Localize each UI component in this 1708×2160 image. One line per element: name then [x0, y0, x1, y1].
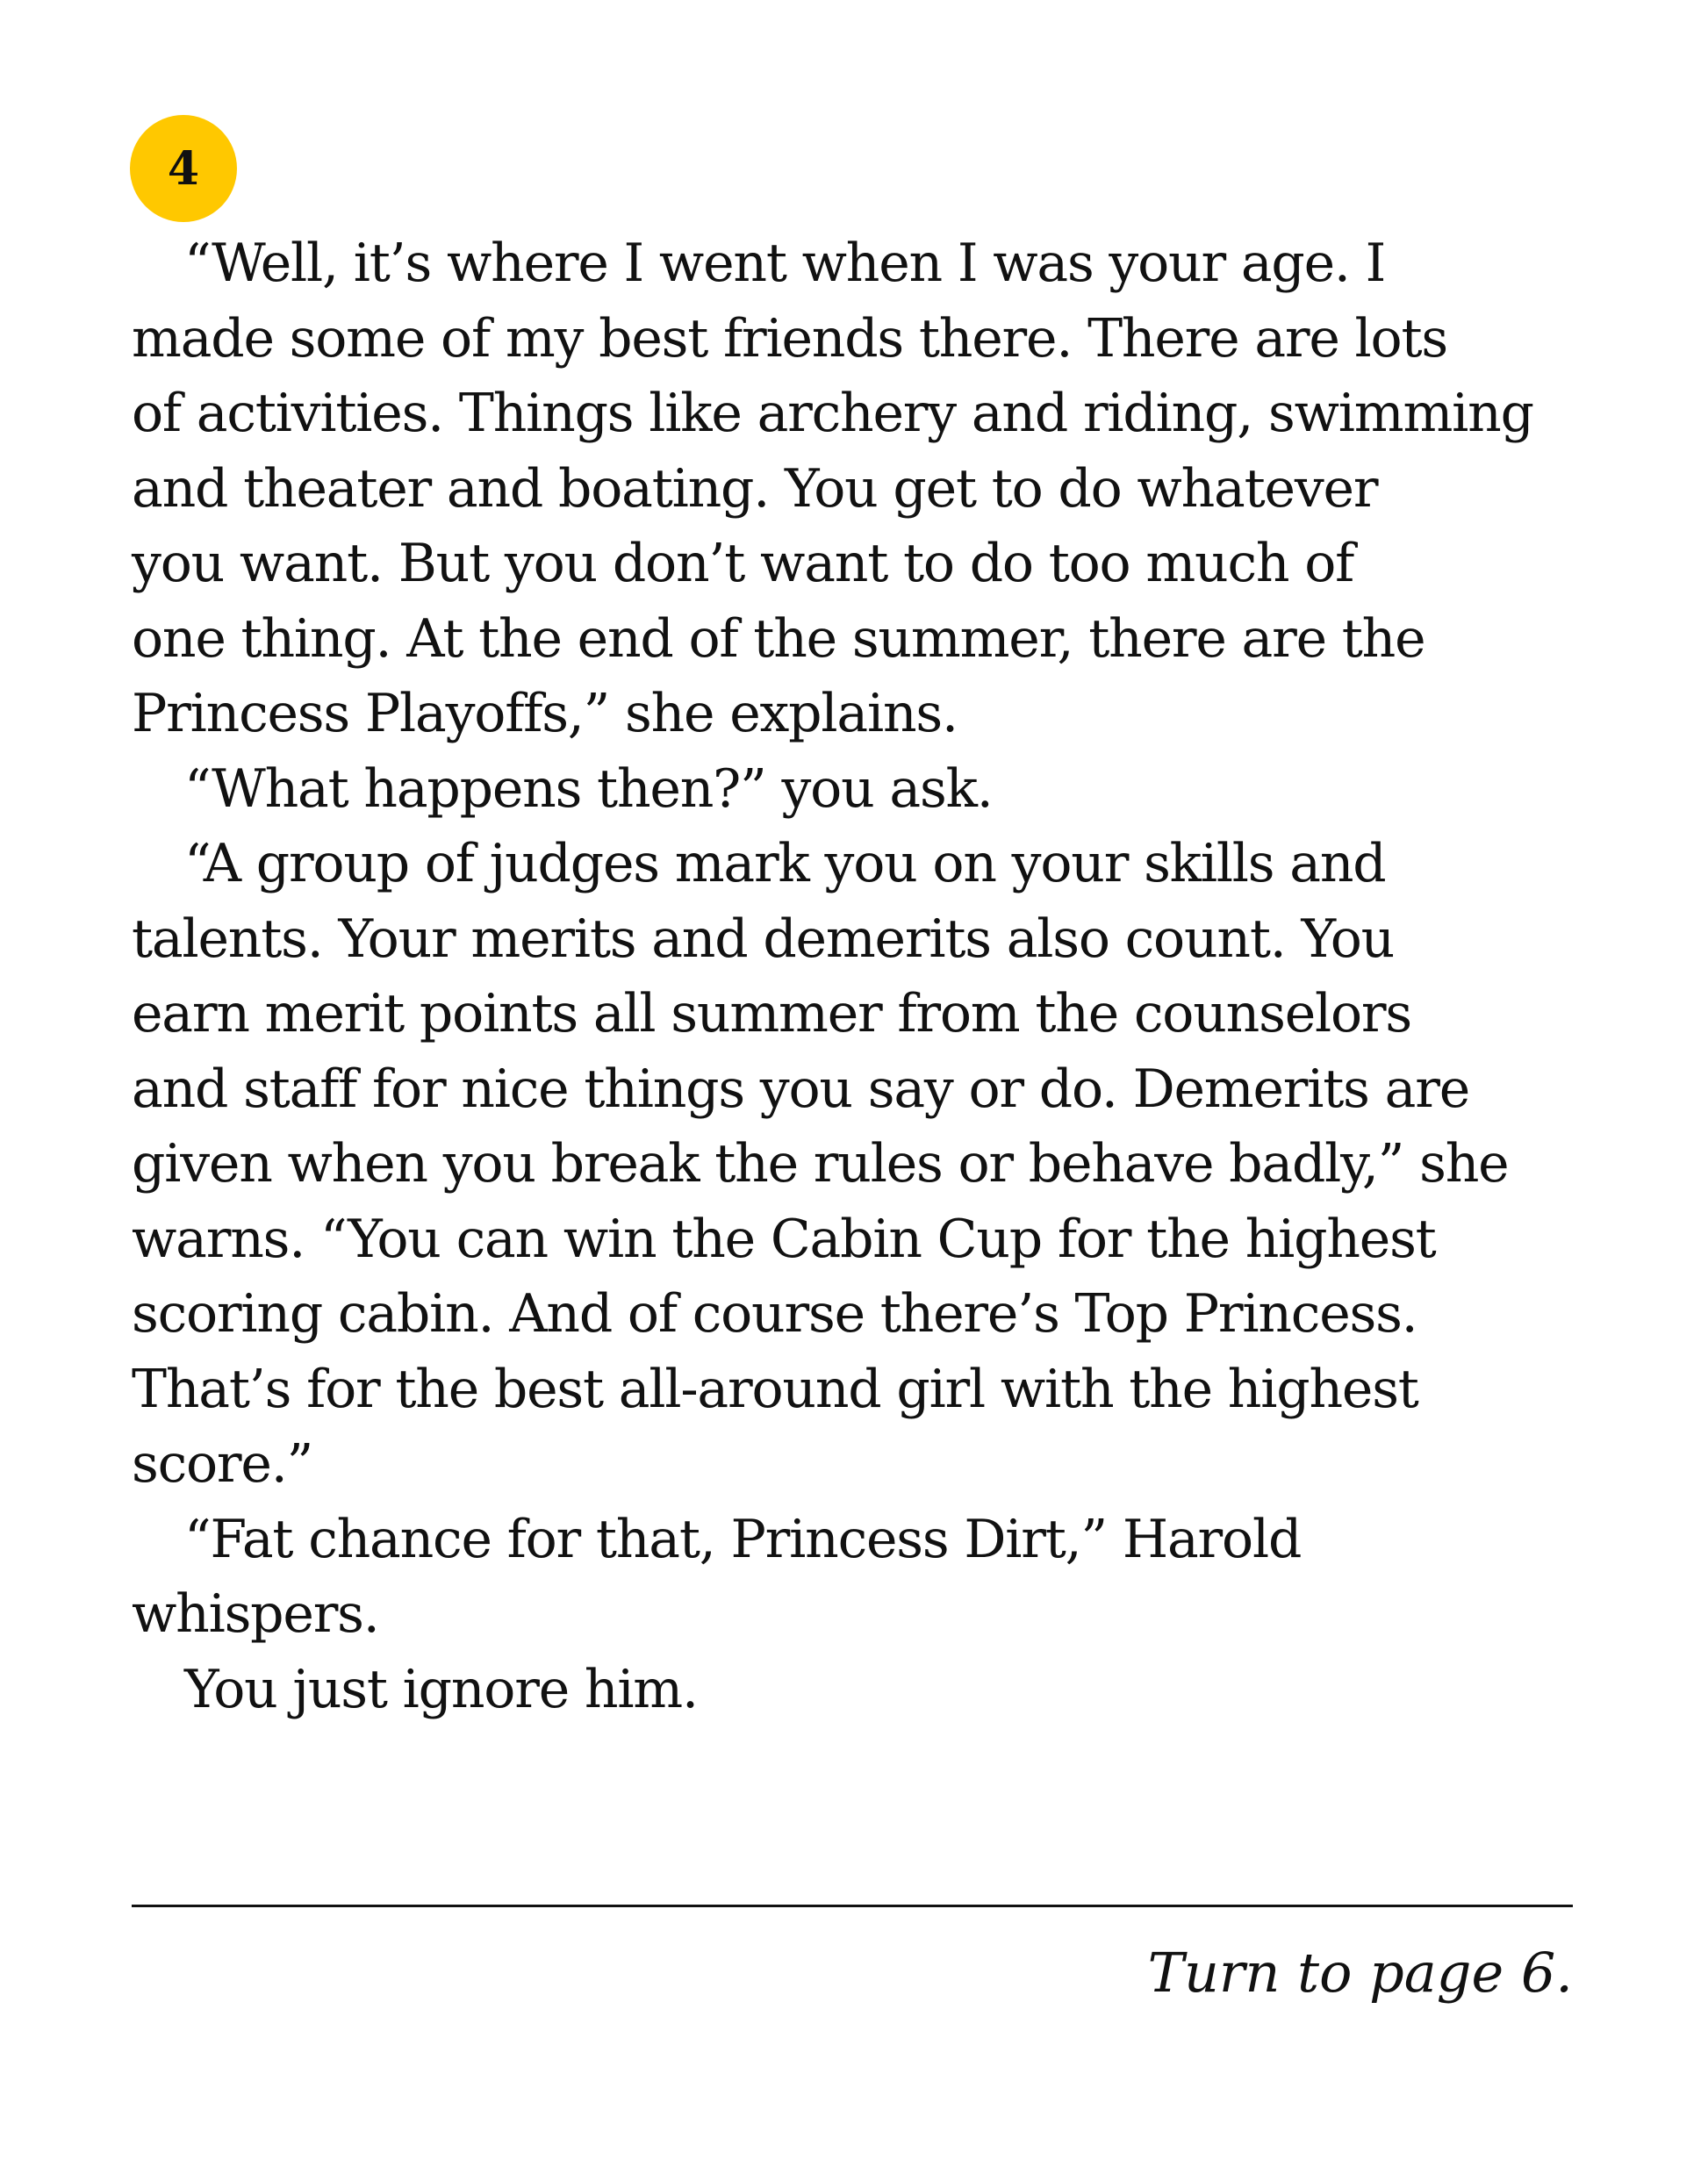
text-line: given when you break the rules or behave badly,” she	[132, 1133, 1509, 1195]
text-line: earn merit points all summer from the counselors	[132, 983, 1411, 1044]
text-line: warns. “You can win the Cabin Cup for the highest	[132, 1208, 1436, 1270]
text-line: That’s for the best all-around girl with the highest	[132, 1358, 1418, 1420]
page-number: 4	[167, 141, 200, 196]
text-line: talents. Your merits and demerits also count. You	[132, 908, 1395, 970]
turn-to-page-instruction[interactable]: Turn to page 6.	[1147, 1941, 1573, 2005]
story-text	[132, 226, 1571, 1727]
text-line: made some of my best friends there. There are lots	[132, 307, 1447, 370]
text-line: you want. But you don’t want to do too much of	[132, 533, 1354, 594]
text-line: scoring cabin. And of course there’s Top Princess.	[132, 1283, 1417, 1345]
text-line: Princess Playoffs,” she explains.	[132, 683, 958, 744]
text-line: “A group of judges mark you on your skills and	[184, 833, 1386, 894]
text-line: “What happens then?” you ask.	[184, 757, 993, 820]
footer-divider	[132, 1905, 1573, 1907]
text-line: one thing. At the end of the summer, there are the	[132, 607, 1425, 670]
text-line: and theater and boating. You get to do whatever	[132, 457, 1378, 520]
text-line: of activities. Things like archery and riding, swimming	[132, 383, 1533, 444]
text-line: You just ignore him.	[184, 1658, 698, 1720]
page-number-badge	[130, 115, 237, 222]
text-line: score.”	[132, 1433, 313, 1495]
text-line: and staff for nice things you say or do. Demerits are	[132, 1058, 1469, 1120]
text-line: “Fat chance for that, Princess Dirt,” Harold	[184, 1508, 1302, 1570]
text-line: whispers.	[132, 1583, 379, 1645]
text-line: “Well, it’s where I went when I was your age. I	[184, 233, 1386, 294]
